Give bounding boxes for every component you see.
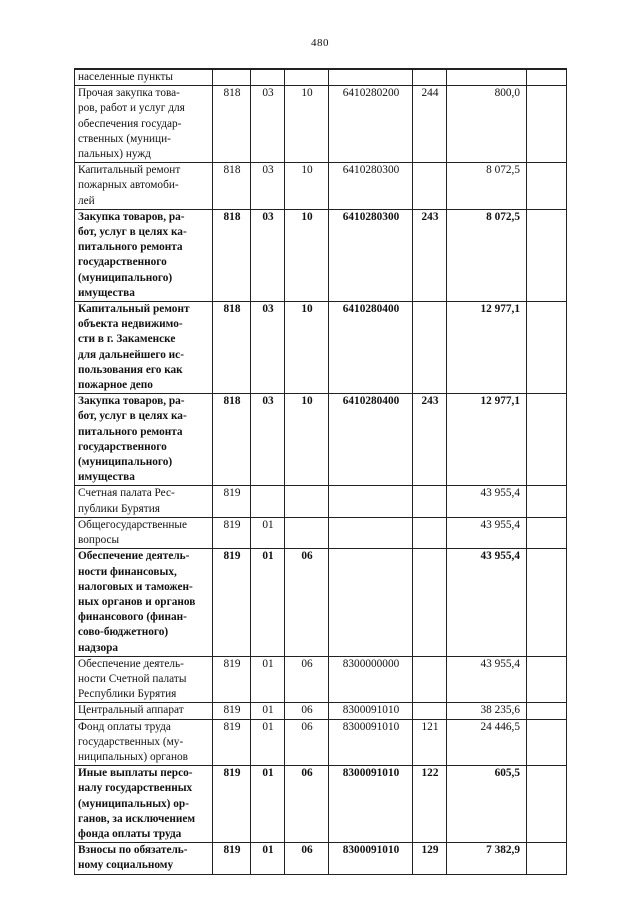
cell-expense-type-code xyxy=(413,656,447,703)
table-row xyxy=(75,517,567,548)
cell-name: Взносы по обязатель- ному социальному xyxy=(75,843,213,874)
cell-subsection-code xyxy=(285,69,329,86)
table-row xyxy=(75,486,567,517)
cell-extra xyxy=(527,209,567,301)
cell-section-code: 03 xyxy=(251,86,285,163)
cell-target-item-code xyxy=(329,486,413,517)
cell-department-code xyxy=(213,69,251,86)
cell-department-code: 819 xyxy=(213,843,251,874)
cell-department-code: 818 xyxy=(213,394,251,486)
cell-department-code: 819 xyxy=(213,719,251,766)
table-row xyxy=(75,656,567,703)
cell-section-code: 01 xyxy=(251,766,285,843)
cell-name: Иные выплаты персо- налу государственных (муниципальных) ор- ганов, за исключением фонда оплаты труда xyxy=(75,766,213,843)
cell-extra xyxy=(527,486,567,517)
cell-target-item-code: 8300091010 xyxy=(329,703,413,719)
cell-target-item-code: 6410280200 xyxy=(329,86,413,163)
cell-amount: 43 955,4 xyxy=(447,486,527,517)
cell-section-code xyxy=(251,69,285,86)
cell-section-code: 01 xyxy=(251,517,285,548)
cell-extra xyxy=(527,703,567,719)
cell-name: Закупка товаров, ра- бот, услуг в целях ка- питального ремонта государственного (муниципального) имущества xyxy=(75,394,213,486)
cell-extra xyxy=(527,766,567,843)
cell-name: Закупка товаров, ра- бот, услуг в целях ка- питального ремонта государственного (муниципального) имущества xyxy=(75,209,213,301)
cell-department-code: 819 xyxy=(213,703,251,719)
cell-amount: 43 955,4 xyxy=(447,517,527,548)
cell-target-item-code xyxy=(329,69,413,86)
cell-name: населенные пункты xyxy=(75,69,213,86)
table-row xyxy=(75,86,567,163)
cell-amount: 8 072,5 xyxy=(447,163,527,210)
cell-extra xyxy=(527,843,567,874)
cell-section-code: 03 xyxy=(251,394,285,486)
cell-section-code xyxy=(251,486,285,517)
cell-name: Прочая закупка това- ров, работ и услуг для обеспечения государ- ственных (муници- пальных) нужд xyxy=(75,86,213,163)
cell-amount: 8 072,5 xyxy=(447,209,527,301)
table-row xyxy=(75,302,567,394)
cell-name: Центральный аппарат xyxy=(75,703,213,719)
cell-subsection-code xyxy=(285,517,329,548)
cell-amount: 12 977,1 xyxy=(447,302,527,394)
cell-name: Капитальный ремонт пожарных автомоби- лей xyxy=(75,163,213,210)
cell-target-item-code: 6410280300 xyxy=(329,209,413,301)
table-row xyxy=(75,163,567,210)
cell-amount: 43 955,4 xyxy=(447,549,527,656)
cell-section-code: 01 xyxy=(251,656,285,703)
cell-department-code: 819 xyxy=(213,766,251,843)
cell-expense-type-code xyxy=(413,486,447,517)
cell-section-code: 03 xyxy=(251,209,285,301)
cell-subsection-code: 06 xyxy=(285,766,329,843)
cell-subsection-code xyxy=(285,486,329,517)
cell-subsection-code: 10 xyxy=(285,86,329,163)
table-row xyxy=(75,766,567,843)
cell-amount: 24 446,5 xyxy=(447,719,527,766)
cell-subsection-code: 06 xyxy=(285,843,329,874)
table-row xyxy=(75,719,567,766)
cell-expense-type-code: 244 xyxy=(413,86,447,163)
cell-subsection-code: 10 xyxy=(285,163,329,210)
table-row xyxy=(75,549,567,656)
cell-subsection-code: 06 xyxy=(285,703,329,719)
table-row xyxy=(75,69,567,86)
cell-target-item-code xyxy=(329,549,413,656)
cell-extra xyxy=(527,517,567,548)
cell-subsection-code: 06 xyxy=(285,719,329,766)
cell-expense-type-code: 243 xyxy=(413,209,447,301)
budget-table xyxy=(74,68,567,875)
cell-amount: 43 955,4 xyxy=(447,656,527,703)
cell-extra xyxy=(527,656,567,703)
cell-department-code: 818 xyxy=(213,163,251,210)
cell-target-item-code: 6410280300 xyxy=(329,163,413,210)
cell-department-code: 819 xyxy=(213,656,251,703)
cell-department-code: 818 xyxy=(213,86,251,163)
table-row xyxy=(75,843,567,874)
cell-section-code: 01 xyxy=(251,719,285,766)
cell-name: Капитальный ремонт объекта недвижимо- сти в г. Закаменске для дальнейшего ис- пользования его как пожарное депо xyxy=(75,302,213,394)
cell-section-code: 01 xyxy=(251,703,285,719)
cell-expense-type-code xyxy=(413,517,447,548)
cell-target-item-code: 6410280400 xyxy=(329,302,413,394)
cell-expense-type-code xyxy=(413,302,447,394)
cell-amount xyxy=(447,69,527,86)
cell-department-code: 818 xyxy=(213,209,251,301)
cell-expense-type-code: 121 xyxy=(413,719,447,766)
cell-name: Обеспечение деятель- ности Счетной палаты Республики Бурятия xyxy=(75,656,213,703)
cell-expense-type-code xyxy=(413,163,447,210)
cell-subsection-code: 10 xyxy=(285,209,329,301)
cell-subsection-code: 06 xyxy=(285,549,329,656)
cell-department-code: 819 xyxy=(213,486,251,517)
cell-expense-type-code: 129 xyxy=(413,843,447,874)
cell-extra xyxy=(527,163,567,210)
cell-section-code: 01 xyxy=(251,549,285,656)
cell-section-code: 01 xyxy=(251,843,285,874)
cell-expense-type-code xyxy=(413,703,447,719)
cell-subsection-code: 10 xyxy=(285,302,329,394)
cell-name: Фонд оплаты труда государственных (му- ниципальных) органов xyxy=(75,719,213,766)
cell-amount: 12 977,1 xyxy=(447,394,527,486)
cell-section-code: 03 xyxy=(251,163,285,210)
cell-expense-type-code: 243 xyxy=(413,394,447,486)
cell-department-code: 819 xyxy=(213,517,251,548)
cell-name: Обеспечение деятель- ности финансовых, налоговых и таможен- ных органов и органов финансового (финан- сово-бюджетного) надзора xyxy=(75,549,213,656)
cell-name: Счетная палата Рес- публики Бурятия xyxy=(75,486,213,517)
cell-subsection-code: 10 xyxy=(285,394,329,486)
cell-extra xyxy=(527,86,567,163)
cell-department-code: 819 xyxy=(213,549,251,656)
cell-amount: 605,5 xyxy=(447,766,527,843)
table-body xyxy=(75,69,567,874)
cell-target-item-code xyxy=(329,517,413,548)
table-row xyxy=(75,703,567,719)
cell-amount: 38 235,6 xyxy=(447,703,527,719)
cell-amount: 7 382,9 xyxy=(447,843,527,874)
cell-target-item-code: 8300091010 xyxy=(329,843,413,874)
cell-expense-type-code: 122 xyxy=(413,766,447,843)
cell-extra xyxy=(527,394,567,486)
cell-extra xyxy=(527,549,567,656)
cell-name: Общегосударственные вопросы xyxy=(75,517,213,548)
table-row xyxy=(75,394,567,486)
cell-target-item-code: 8300091010 xyxy=(329,719,413,766)
cell-target-item-code: 8300091010 xyxy=(329,766,413,843)
table-row xyxy=(75,209,567,301)
cell-department-code: 818 xyxy=(213,302,251,394)
cell-target-item-code: 8300000000 xyxy=(329,656,413,703)
cell-extra xyxy=(527,302,567,394)
page-number: 480 xyxy=(311,37,329,49)
cell-expense-type-code xyxy=(413,549,447,656)
cell-section-code: 03 xyxy=(251,302,285,394)
cell-extra xyxy=(527,719,567,766)
cell-amount: 800,0 xyxy=(447,86,527,163)
cell-extra xyxy=(527,69,567,86)
cell-target-item-code: 6410280400 xyxy=(329,394,413,486)
cell-subsection-code: 06 xyxy=(285,656,329,703)
cell-expense-type-code xyxy=(413,69,447,86)
